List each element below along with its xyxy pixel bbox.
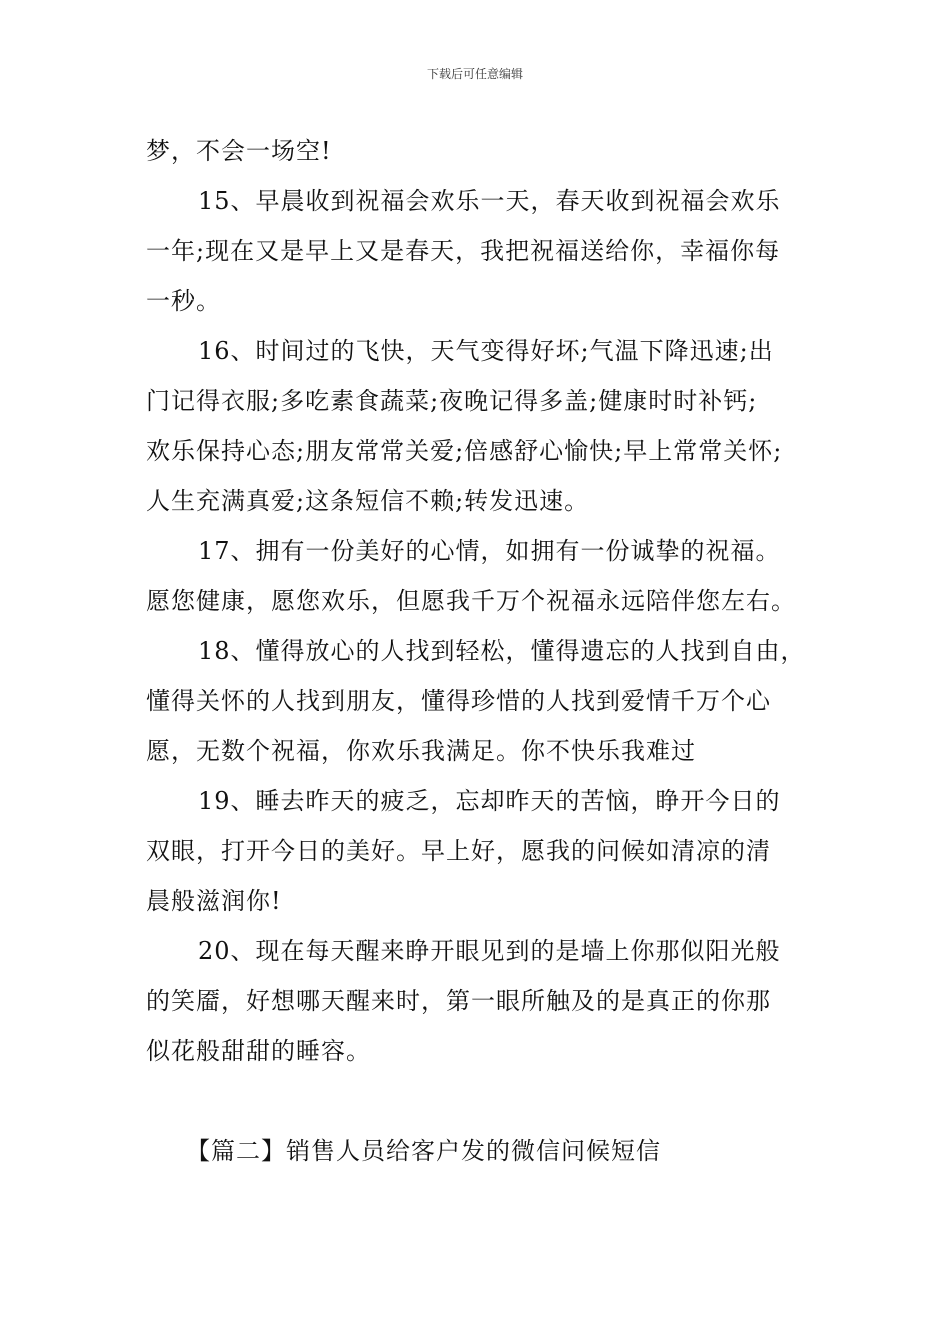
text-line: 梦，不会一场空! <box>146 137 332 165</box>
text-line: 懂得关怀的人找到朋友，懂得珍惜的人找到爱情千万个心 <box>146 687 771 715</box>
text-line: 愿您健康，愿您欢乐，但愿我千万个祝福永远陪伴您左右。 <box>146 587 796 615</box>
text-line: 一秒。 <box>146 287 221 315</box>
section-title: 【篇二】销售人员给客户发的微信问候短信 <box>186 1137 661 1165</box>
text-line: 门记得衣服;多吃素食蔬菜;夜晚记得多盖;健康时时补钙; <box>146 387 758 415</box>
paragraph-gap <box>146 1076 826 1126</box>
text-line: 16、时间过的飞快，天气变得好坏;气温下降迅速;出 <box>198 337 774 365</box>
text-line: 愿，无数个祝福，你欢乐我满足。你不快乐我难过 <box>146 737 696 765</box>
text-line: 一年;现在又是早上又是春天，我把祝福送给你，幸福你每 <box>146 237 781 265</box>
page-header: 下载后可任意编辑 <box>426 67 523 81</box>
text-line: 双眼，打开今日的美好。早上好，愿我的问候如清凉的清 <box>146 837 771 865</box>
text-line: 人生充满真爱;这条短信不赖;转发迅速。 <box>146 487 590 515</box>
text-line: 欢乐保持心态;朋友常常关爱;倍感舒心愉快;早上常常关怀; <box>146 437 783 465</box>
text-line: 似花般甜甜的睡容。 <box>146 1037 371 1065</box>
text-line: 17、拥有一份美好的心情，如拥有一份诚挚的祝福。 <box>198 537 781 565</box>
text-line: 18、懂得放心的人找到轻松，懂得遗忘的人找到自由， <box>198 637 806 665</box>
text-line: 晨般滋润你! <box>146 887 282 915</box>
text-line: 的笑靥，好想哪天醒来时，第一眼所触及的是真正的你那 <box>146 987 771 1015</box>
document-body <box>146 126 826 1176</box>
text-line: 19、睡去昨天的疲乏，忘却昨天的苦恼，睁开今日的 <box>198 787 781 815</box>
text-line: 15、早晨收到祝福会欢乐一天，春天收到祝福会欢乐 <box>198 187 781 215</box>
text-line: 20、现在每天醒来睁开眼见到的是墙上你那似阳光般 <box>198 937 781 965</box>
